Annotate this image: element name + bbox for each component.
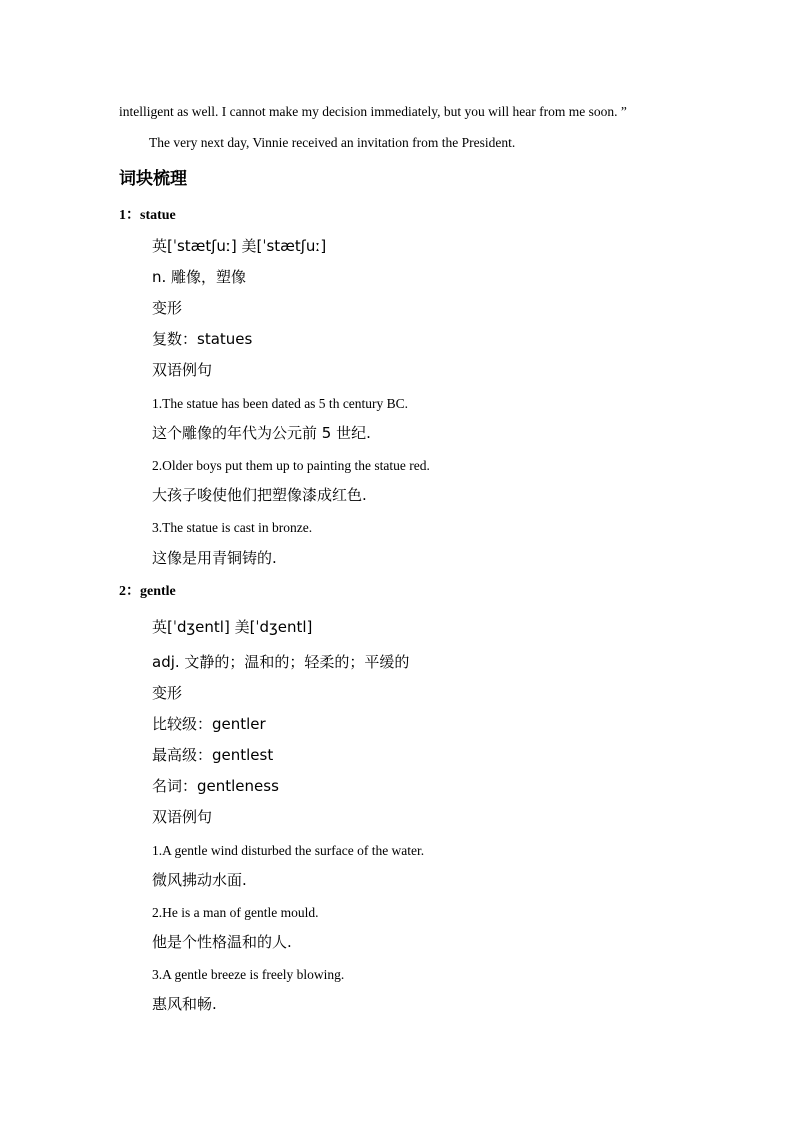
definition: n. 雕像，塑像 [152, 268, 247, 286]
form-item: 复数：statues [152, 330, 253, 348]
entry-number: 1 [119, 208, 126, 223]
forms-label: 变形 [152, 299, 183, 317]
example-en: 2.Older boys put them up to painting the statue red. [152, 458, 430, 473]
example-zh: 微风拂动水面. [152, 871, 247, 889]
forms-label: 变形 [152, 684, 183, 702]
intro-line-2: The very next day, Vinnie received an invitation from the President. [149, 135, 516, 150]
example-zh: 他是个性格温和的人. [152, 933, 292, 951]
example-en: 1.The statue has been dated as 5 th century BC. [152, 396, 409, 411]
phonetic: 英[ˈdʒentl] 美[ˈdʒentl] [152, 618, 313, 636]
example-zh: 大孩子唆使他们把塑像漆成红色. [152, 486, 367, 504]
example-zh: 这像是用青铜铸的. [152, 549, 277, 567]
entry-heading-statue [119, 208, 176, 223]
entry-word: statue [140, 208, 176, 223]
phonetic: 英[ˈstætʃuː] 美[ˈstætʃuː] [152, 237, 327, 255]
example-en: 2.He is a man of gentle mould. [152, 905, 319, 920]
entry-separator: ： [126, 207, 140, 223]
form-item: 最高级：gentlest [152, 746, 274, 764]
entry-word: gentle [140, 584, 176, 599]
definition: adj. 文静的；温和的；轻柔的；平缓的 [152, 653, 410, 671]
examples-label: 双语例句 [152, 808, 213, 826]
example-en: 3.The statue is cast in bronze. [152, 520, 313, 535]
entry-heading-gentle [119, 584, 176, 599]
form-item: 名词：gentleness [152, 777, 279, 795]
example-en: 1.A gentle wind disturbed the surface of the water. [152, 843, 425, 858]
example-zh: 这个雕像的年代为公元前 5 世纪. [152, 424, 371, 442]
example-en: 3.A gentle breeze is freely blowing. [152, 967, 345, 982]
form-item: 比较级：gentler [152, 715, 266, 733]
example-zh: 惠风和畅. [152, 995, 217, 1013]
section-title: 词块梳理 [119, 169, 187, 189]
examples-label: 双语例句 [152, 361, 213, 379]
entry-number: 2 [119, 584, 126, 599]
entry-separator: ： [126, 583, 140, 599]
intro-line-1: intelligent as well. I cannot make my decision immediately, but you will hear from me soon. ” [119, 104, 627, 119]
